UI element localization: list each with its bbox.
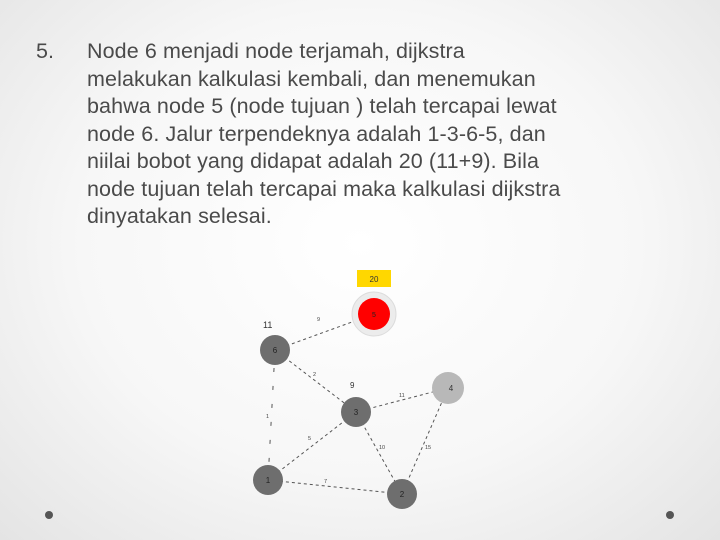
node-1-label: 1 — [265, 476, 271, 485]
edge-weight-3-4: 11 — [399, 393, 405, 399]
node-5-label: 5 — [372, 312, 376, 319]
text-line: melakukan kalkulasi kembali, dan menemukan — [87, 66, 536, 91]
edge-weight-3-1: 5 — [308, 436, 312, 442]
edge-weight-1-2: 7 — [324, 479, 328, 485]
edge-2-4 — [402, 388, 448, 494]
slide-dot-left — [45, 511, 53, 519]
text-line: Node 6 menjadi node terjamah, dijkstra — [87, 39, 465, 63]
edge-1-2 — [268, 480, 402, 494]
node-3-label: 3 — [353, 408, 359, 417]
node-2-label: 2 — [399, 490, 405, 499]
node-5-distance: 20 — [369, 275, 379, 284]
node-6-label: 6 — [272, 346, 278, 355]
text-line: node 6. Jalur terpendeknya adalah 1-3-6-5, dan — [87, 121, 546, 146]
slide-dot-right — [666, 511, 674, 519]
node-6-distance: 11 — [263, 320, 273, 330]
edge-6-3 — [275, 350, 356, 412]
item-text — [87, 38, 657, 231]
text-line: bahwa node 5 (node tujuan ) telah tercapai lewat — [87, 94, 557, 118]
edge-weight-6-5: 9 — [317, 317, 321, 323]
text-line: niilai bobot yang didapat adalah 20 (11+9). Bila — [87, 149, 540, 173]
edge-weight-2-4: 15 — [425, 445, 432, 451]
node-4-label: 4 — [448, 384, 454, 393]
edge-weight-6-3: 2 — [313, 372, 317, 378]
node-3-distance: 9 — [350, 381, 355, 390]
text-line: node tujuan telah tercapai maka kalkulasi dijkstra — [87, 176, 561, 201]
dijkstra-graph-diagram — [240, 260, 480, 520]
edge-weight-3-2: 10 — [379, 445, 386, 451]
edge-3-1 — [268, 412, 356, 480]
text-line: dinyatakan selesai. — [87, 204, 272, 228]
edge-weight-6-1: 1 — [266, 414, 270, 420]
item-number: 5. — [36, 39, 55, 63]
